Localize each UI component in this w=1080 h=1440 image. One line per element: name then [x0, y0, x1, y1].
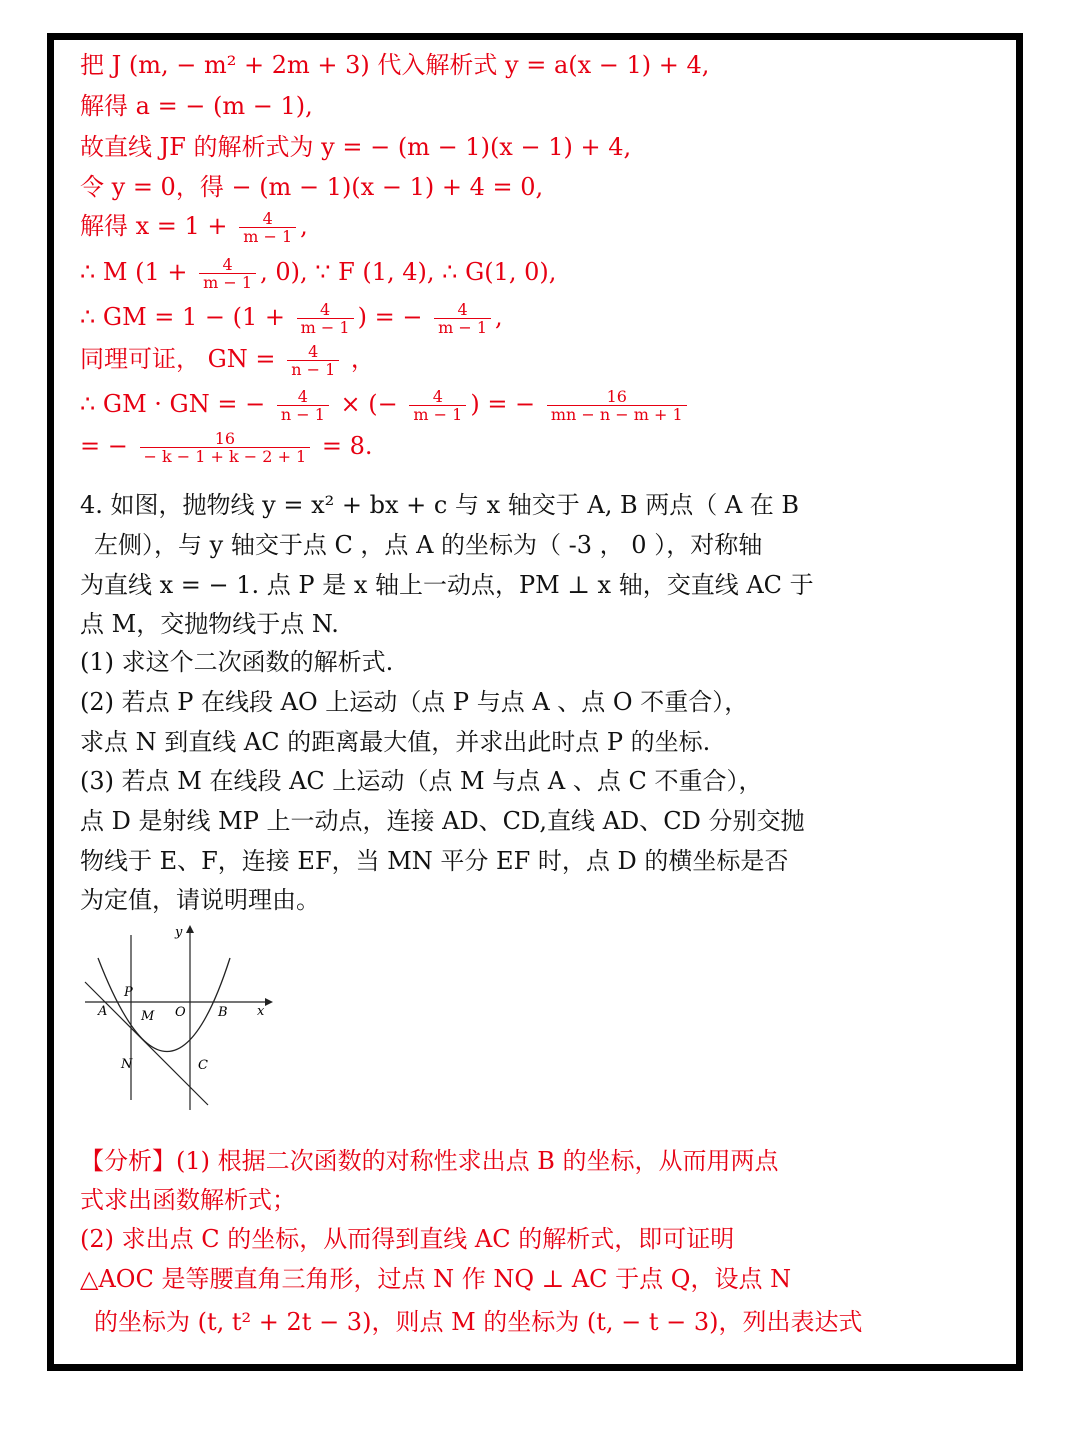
fraction: $\frac{4}{n - 1}$ [287, 343, 339, 378]
question-3c: 物线于 E、F，连接 EF，当 MN 平分 EF 时，点 D 的横坐标是否 [80, 847, 789, 875]
fraction: $\frac{4}{m - 1}$ [199, 256, 256, 291]
analysis-line-5: 的坐标为 (t, t² + 2t − 3)，则点 M 的坐标为 (t, − t − 3)，列出表达式 [94, 1308, 863, 1336]
parabola-figure [80, 920, 280, 1115]
fraction: $\frac{16}{mn - n - m + 1}$ [547, 388, 687, 423]
solution-line-4: 令 y = 0，得 − (m − 1)(x − 1) + 4 = 0, [80, 173, 544, 201]
problem-line-2: 左侧），与 y 轴交于点 C ，点 A 的坐标为（ -3 ， 0 ），对称轴 [94, 531, 763, 559]
fraction: $\frac{4}{m - 1}$ [434, 301, 491, 336]
parabola-curve [98, 958, 230, 1052]
label-m: M [141, 1009, 155, 1024]
fraction: $\frac{4}{n - 1}$ [277, 388, 329, 423]
fraction: $\frac{16}{- k - 1 + k - 2 + 1}$ [140, 430, 311, 465]
question-3a: (3) 若点 M 在线段 AC 上运动（点 M 与点 A 、点 C 不重合）， [80, 767, 763, 795]
problem-line-1: 4. 如图，抛物线 y = x² + bx + c 与 x 轴交于 A, B 两点（ A 在 B [80, 491, 800, 519]
question-2a: (2) 若点 P 在线段 AO 上运动（点 P 与点 A 、点 O 不重合）， [80, 688, 749, 716]
label-b: B [218, 1005, 228, 1020]
label-p: P [124, 985, 133, 1000]
solution-line-9: ∴ GM · GN = − $\frac{4}{n - 1}$ × (− $\frac{4}{m - 1}$ ) = − $\frac{16}{mn - n - m + 1}$ [80, 388, 691, 423]
fraction: $\frac{4}{m - 1}$ [239, 210, 296, 245]
label-o: O [175, 1005, 186, 1020]
solution-line-5: 解得 x = 1 + $\frac{4}{m - 1}$ , [80, 209, 308, 246]
label-y: y [175, 925, 183, 940]
analysis-line-1: 【分析】(1) 根据二次函数的对称性求出点 B 的坐标，从而用两点 [80, 1147, 779, 1175]
solution-line-6: ∴ M (1 + $\frac{4}{m - 1}$ , 0), ∵ F (1, 4), ∴ G(1, 0), [80, 255, 557, 292]
fraction: $\frac{4}{m - 1}$ [409, 388, 466, 423]
solution-line-10: = − $\frac{16}{- k - 1 + k - 2 + 1}$ = 8. [80, 429, 373, 466]
solution-line-8: 同理可证， GN = $\frac{4}{n - 1}$ ， [80, 342, 375, 379]
solution-line-7: ∴ GM = 1 − (1 + $\frac{4}{m - 1}$ ) = − $\frac{4}{m - 1}$ , [80, 300, 503, 337]
solution-line-2: 解得 a = − (m − 1), [80, 92, 313, 120]
question-2b: 求点 N 到直线 AC 的距离最大值，并求出此时点 P 的坐标. [80, 728, 711, 756]
problem-line-4: 点 M，交抛物线于点 N. [80, 610, 339, 638]
question-1: (1) 求这个二次函数的解析式. [80, 648, 394, 676]
label-c: C [198, 1058, 208, 1073]
x-axis-arrow [265, 998, 273, 1006]
question-3b: 点 D 是射线 MP 上一动点，连接 AD、CD,直线 AD、CD 分别交抛 [80, 807, 805, 835]
problem-line-3: 为直线 x = − 1. 点 P 是 x 轴上一动点，PM ⊥ x 轴，交直线 AC 于 [80, 571, 814, 599]
question-3d: 为定值，请说明理由。 [80, 886, 320, 914]
solution-line-1: 把 J (m, − m² + 2m + 3) 代入解析式 y = a(x − 1) + 4, [80, 51, 710, 79]
y-axis-arrow [186, 925, 194, 933]
analysis-line-3: (2) 求出点 C 的坐标，从而得到直线 AC 的解析式，即可证明 [80, 1225, 735, 1253]
solution-line-3: 故直线 JF 的解析式为 y = − (m − 1)(x − 1) + 4, [80, 133, 632, 161]
label-n: N [121, 1057, 133, 1072]
label-a: A [98, 1004, 108, 1019]
fraction: $\frac{4}{m - 1}$ [297, 301, 354, 336]
analysis-line-4: △AOC 是等腰直角三角形，过点 N 作 NQ ⊥ AC 于点 Q，设点 N [80, 1265, 792, 1293]
label-x: x [257, 1004, 265, 1019]
analysis-line-2: 式求出函数解析式； [80, 1186, 296, 1214]
